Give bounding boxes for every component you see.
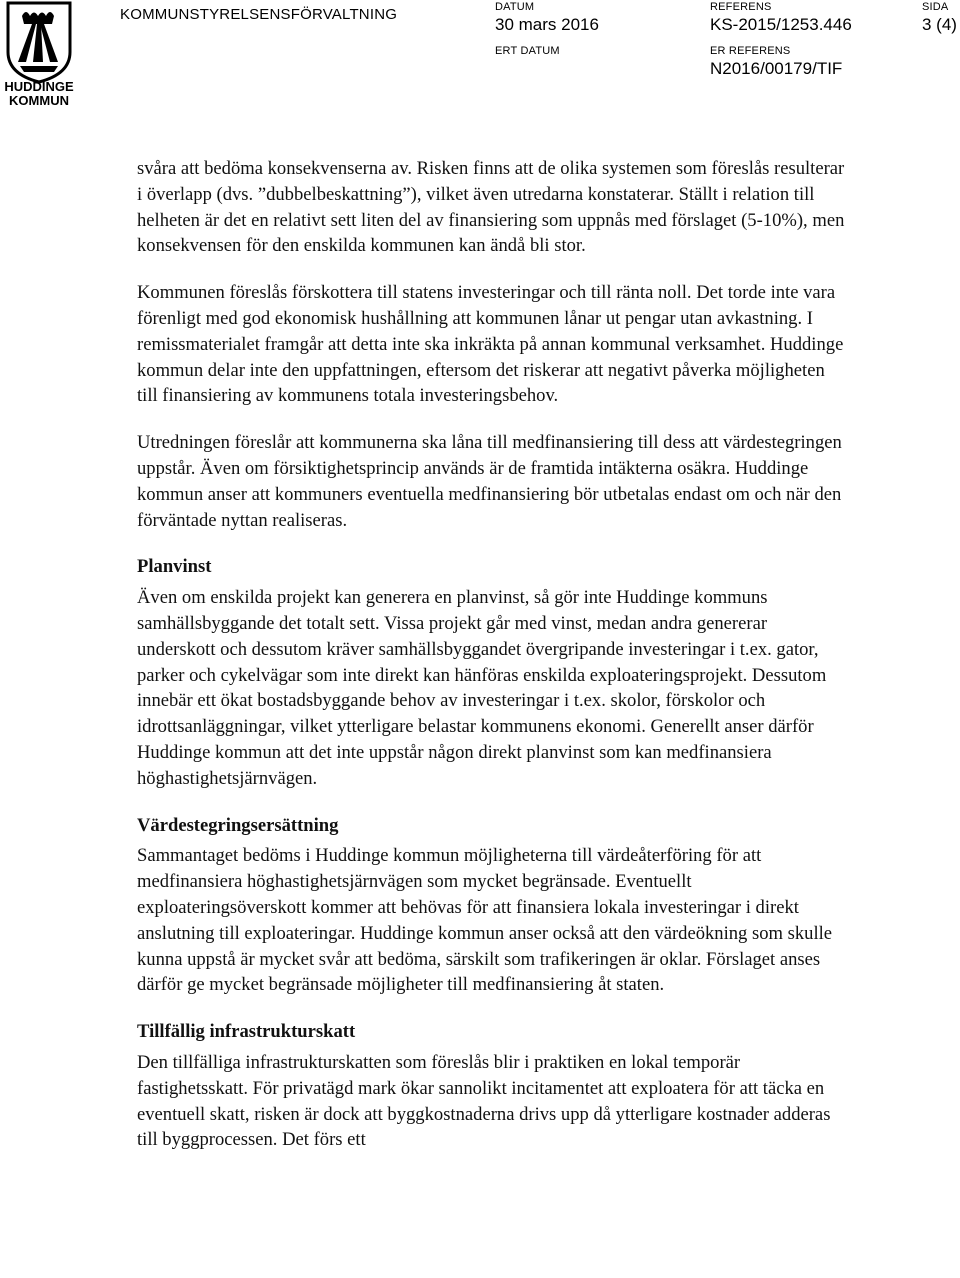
paragraph-advance-payment: Kommunen föreslås förskottera till statens investeringar och till ränta noll. Det torde inte vara förenligt med god ekonomisk hushållning att kommunen lånar ut pengar utan avkastning. I remissmaterialet framgår att detta inte ska inkräkta på annan kommunal verksamhet. Huddinge kommun delar inte den uppfattningen, eftersom det riskerar att negativt påverka möjligheten till finansiering av kommunens totala investeringsbehov. bbox=[137, 282, 844, 407]
referens-label: REFERENS bbox=[710, 1, 772, 13]
paragraph-vardestegring: Sammantaget bedöms i Huddinge kommun möjligheterna till värdeåterföring för att medfinansiera höghastighetsjärnvägen som mycket begränsade. Eventuellt exploateringsöverskott kommer att behövas för att finansiera lokala investeringar i direkt anslutning till exploateringar. Huddinge kommun anser också att den värdeökning som skulle kunna uppstå är mycket svår att bedöma, särskilt som trafikeringen är oklar. Förslaget anses därför ge mycket begränsade möjligheter till medfinansiering åt staten. bbox=[137, 845, 833, 996]
paragraph-planvinst: Även om enskilda projekt kan generera en planvinst, så gör inte Huddinge kommuns samhällsbyggande det totalt sett. Vissa projekt går med vinst, medan andra genererar underskott och dessutom kräver samhällsbyggandet övergripande investeringar i t.ex. gator, parker och cykelvägar som inte direkt kan hänföras enskilda exploateringsprojekt. Dessutom innebär ett ökat bostadsbyggande behov av investeringar i t.ex. skolor, förskolor och idrottsanläggningar, vilket ytterligare belastar kommunens ekonomi. Generellt anser därför Huddinge kommun att det inte uppstår någon direkt planvinst som kan medfinansiera höghastighetsjärnvägen. bbox=[137, 587, 827, 789]
heading-planvinst: Planvinst bbox=[137, 556, 212, 578]
paragraph-infrastrukturskatt: Den tillfälliga infrastrukturskatten som föreslås blir i praktiken en lokal temporär fastighetsskatt. För privatägd mark ökar sannolikt incitamentet att exploatera för att täcka en eventuell skatt, risken är dock att byggkostnaderna drivs upp då ytterligare kostnader adderas till byggprocessen. Det förs ett bbox=[137, 1051, 831, 1151]
sida-value: 3 (4) bbox=[922, 15, 957, 34]
heading-infrastrukturskatt: Tillfällig infrastrukturskatt bbox=[137, 1021, 356, 1043]
er-referens-value: N2016/00179/TIF bbox=[710, 59, 843, 78]
paragraph-consequences: svåra att bedöma konsekvenserna av. Risken finns att de olika systemen som föreslås resulterar i överlapp (dvs. ”dubbelbeskattning”), vilket även utredarna konstaterar. Ställt i relation till helheten är det en relativt sett liten del av finansiering som uppnås med förslaget (5-10%), men konsekvensen för den enskilda kommunen kan ändå bli stor. bbox=[137, 158, 845, 257]
logo-text-line2: KOMMUN bbox=[9, 93, 69, 108]
logo-text-line1: HUDDINGE bbox=[4, 79, 74, 94]
referens-value: KS-2015/1253.446 bbox=[710, 15, 852, 34]
document-body bbox=[137, 156, 849, 1174]
paragraph-borrowing: Utredningen föreslår att kommunerna ska låna till medfinansiering till dess att värdestegringen uppstår. Även om försiktighetsprincip används är de framtida intäkterna osäkra. Huddinge kommun anser att kommuners eventuella medfinansiering bör utbetalas endast om och när den förväntade nyttan realiseras. bbox=[137, 432, 842, 531]
sida-label: SIDA bbox=[922, 1, 949, 13]
datum-label: DATUM bbox=[495, 1, 535, 13]
huddinge-logo bbox=[0, 0, 78, 112]
department-name: KOMMUNSTYRELSENSFÖRVALTNING bbox=[120, 6, 398, 23]
datum-value: 30 mars 2016 bbox=[495, 15, 599, 34]
heading-vardestegring: Värdestegringsersättning bbox=[137, 814, 339, 836]
coat-of-arms-icon bbox=[0, 0, 78, 84]
er-referens-label: ER REFERENS bbox=[710, 45, 791, 57]
ert-datum-label: ERT DATUM bbox=[495, 45, 560, 57]
